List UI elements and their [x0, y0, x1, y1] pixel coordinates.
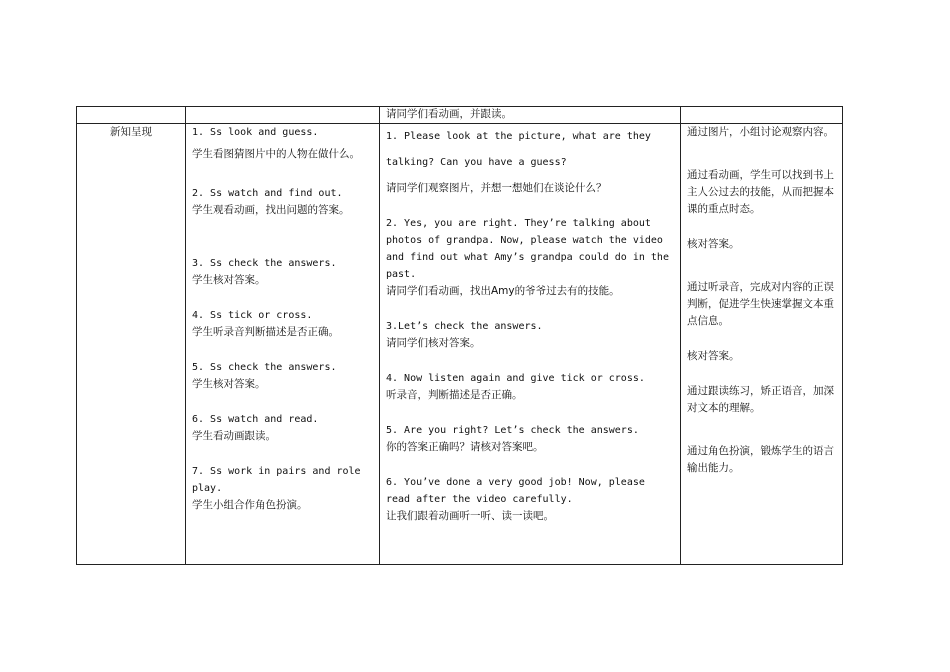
step-text: 学生观看动画，找出问题的答案。 [192, 204, 350, 216]
step-text: 5. Are you right? Let’s check the answers. [386, 425, 639, 436]
purpose-text: 通过听录音，完成对内容的正误判断，促进学生快速掌握文本重点信息。 [687, 281, 834, 327]
table-cell [77, 107, 186, 124]
step-text: 请同学们看动画，找出Amy的爷爷过去有的技能。 [386, 285, 620, 297]
step-text: 听录音，判断描述是否正确。 [386, 389, 523, 401]
step-text: 3. Ss check the answers. [192, 258, 337, 269]
table-cell [681, 107, 843, 124]
step-text: 6. You’ve done a very good job! Now, please read after the video carefully. [386, 477, 645, 505]
step-text: 6. Ss watch and read. [192, 414, 319, 425]
step-text: 7. Ss work in pairs and role play. [192, 466, 361, 494]
purpose-text: 核对答案。 [687, 350, 740, 362]
purpose-text: 通过看动画，学生可以找到书上主人公过去的技能，从而把握本课的重点时态。 [687, 169, 834, 215]
step-text: 2. Ss watch and find out. [192, 188, 343, 199]
step-text: 1. Please look at the picture, what are they talking? Can you have a guess? [386, 131, 651, 168]
step-text: 5. Ss check the answers. [192, 362, 337, 373]
step-text: 3.Let’s check the answers. [386, 321, 543, 332]
step-text: 学生核对答案。 [192, 274, 266, 286]
purpose-text: 通过图片，小组讨论观察内容。 [687, 126, 834, 138]
table-row [77, 107, 843, 124]
step-text: 4. Ss tick or cross. [192, 310, 313, 321]
student-activities-cell [186, 124, 380, 565]
step-text: 2. Yes, you are right. They’re talking about photos of grandpa. Now, please watch the video and find out what Amy’s grandpa could do in the past. [386, 218, 669, 280]
step-text: 请同学们观察图片，并想一想她们在谈论什么？ [386, 182, 607, 194]
purpose-text: 通过跟读练习，矫正语音，加深对文本的理解。 [687, 385, 834, 414]
step-text: 1. Ss look and guess. [192, 127, 319, 138]
purpose-cell [681, 124, 843, 565]
step-text: 学生听录音判断描述是否正确。 [192, 326, 339, 338]
table-row [77, 124, 843, 565]
purpose-text: 核对答案。 [687, 238, 740, 250]
step-text: 让我们跟着动画听一听、读一读吧。 [386, 510, 554, 522]
table-cell [186, 107, 380, 124]
stage-label: 新知呈现 [77, 124, 186, 565]
step-text: 你的答案正确吗？请核对答案吧。 [386, 441, 544, 453]
lesson-plan-table [76, 106, 843, 565]
step-text: 学生看动画跟读。 [192, 430, 276, 442]
step-text: 学生核对答案。 [192, 378, 266, 390]
step-text: 4. Now listen again and give tick or cross. [386, 373, 645, 384]
table-cell: 请同学们看动画，并跟读。 [380, 107, 681, 124]
step-text: 学生看图猜图片中的人物在做什么。 [192, 148, 360, 160]
purpose-text: 通过角色扮演，锻炼学生的语言输出能力。 [687, 445, 834, 474]
step-text: 学生小组合作角色扮演。 [192, 499, 308, 511]
step-text: 请同学们核对答案。 [386, 337, 481, 349]
teacher-activities-cell [380, 124, 681, 565]
